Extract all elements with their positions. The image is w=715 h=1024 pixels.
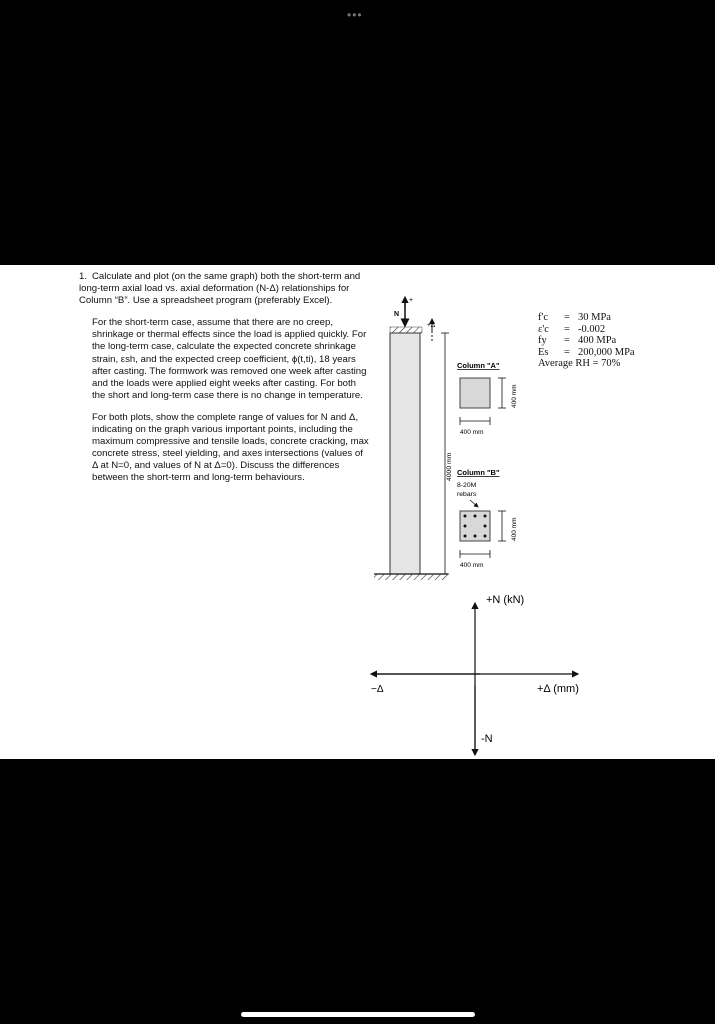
equals-sign: = (564, 312, 570, 323)
property-symbol: f'c (538, 312, 549, 323)
property-value: -0.002 (578, 323, 606, 335)
property-row (538, 347, 635, 359)
property-row (538, 324, 635, 336)
property-symbol: ε'c (538, 323, 549, 335)
question-paragraph-3: For both plots, show the complete range of values for N and Δ, indicating on the graph various important points, including the maximum compressive and tensile loads, concrete cracking, max concrete stress, steel yielding, and axes intersections (values of Δ at N=0, and values of N at Δ=0). Discuss the differences between the short-term and long-term behaviours. (92, 411, 369, 484)
column-b-height-label: 400 mm (511, 517, 518, 541)
relative-humidity: Average RH = 70% (538, 358, 621, 369)
property-value: 30 MPa (578, 312, 611, 323)
top-plate (390, 327, 422, 333)
column-a-title: Column "A" (457, 361, 500, 370)
base-hatch (374, 574, 448, 580)
column-a-width-label: 400 mm (460, 429, 484, 436)
property-value: 400 MPa (578, 335, 617, 346)
equals-sign: = (564, 346, 570, 358)
plus-sign: + (409, 297, 414, 304)
column-a-section (460, 378, 490, 408)
column-b-width-label: 400 mm (460, 562, 484, 569)
n-load-label: N (394, 311, 400, 318)
home-indicator[interactable] (241, 1012, 475, 1017)
height-dim-label: 4000 mm (446, 452, 453, 481)
property-symbol: Es (538, 346, 549, 358)
pos-n-label: +N (kN) (486, 594, 525, 606)
question-number: 1. (79, 271, 88, 282)
column-elevation (390, 333, 420, 574)
question-paragraph-1: Calculate and plot (on the same graph) both the short-term and long-term axial load vs. axial deformation (N-Δ) relationships for Column “B”. Use a spreadsheet program (preferably Excel). (79, 271, 361, 307)
property-value: 200,000 MPa (578, 346, 635, 358)
column-a-height-label: 400 mm (511, 384, 518, 408)
column-b-rebar-line1: 8-20M (457, 482, 477, 489)
neg-delta-label: −Δ (371, 684, 384, 695)
document-page (0, 265, 715, 759)
equals-sign: = (564, 335, 570, 346)
property-row (538, 312, 635, 324)
material-properties (538, 312, 635, 370)
column-b-title: Column "B" (457, 468, 500, 477)
pos-delta-label: +Δ (mm) (537, 683, 579, 695)
property-symbol: fy (538, 335, 547, 346)
rebar-pointer (470, 500, 478, 507)
status-dots: ••• (347, 8, 363, 22)
delta-plus-label: +Δ (427, 322, 436, 329)
equals-sign: = (564, 323, 570, 335)
column-b-rebar-line2: rebars (457, 491, 477, 498)
property-row (538, 335, 635, 347)
question-paragraph-2: For the short-term case, assume that there are no creep, shrinkage or thermal effects since the load is applied quickly. For the long-term case, calculate the expected concrete shrinkage strain, εsh, and the expected creep coefficient, ϕ(t,ti), 18 years after casting. The formwork was removed one week after casting and the loads were applied eight weeks after casting. For both the short and long-term case there is no change in temperature. (92, 317, 367, 401)
neg-n-label: -N (481, 733, 493, 745)
